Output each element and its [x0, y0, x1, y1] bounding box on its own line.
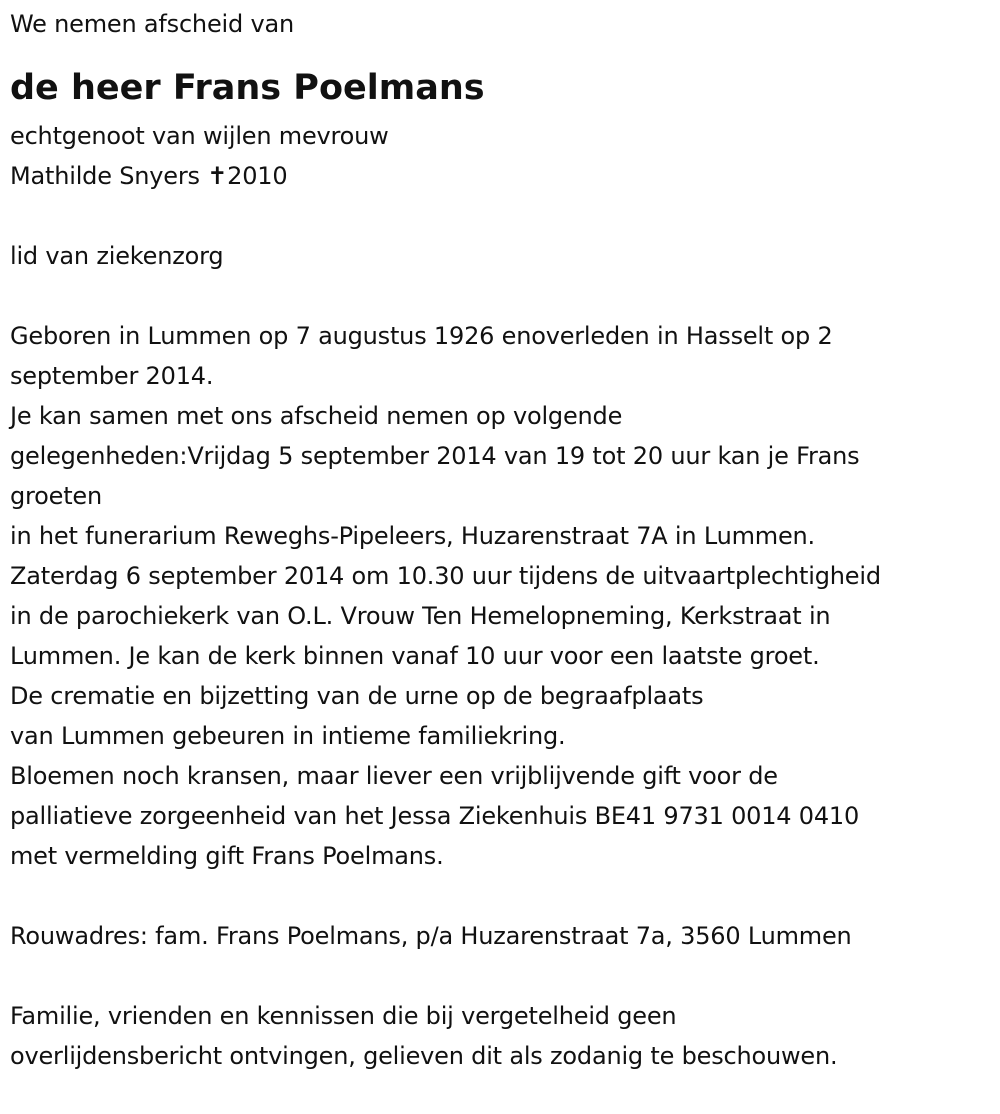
- deceased-name: de heer Frans Poelmans: [10, 68, 485, 108]
- body-line: september 2014.: [10, 362, 214, 390]
- closing-line-1: Familie, vrienden en kennissen die bij vergetelheid geen: [10, 1002, 677, 1030]
- body-line: Lummen. Je kan de kerk binnen vanaf 10 uur voor een laatste groet.: [10, 642, 820, 670]
- body-line: De crematie en bijzetting van de urne op de begraafplaats: [10, 682, 704, 710]
- spouse-line-2: Mathilde Snyers ✝2010: [10, 162, 288, 190]
- body-line: van Lummen gebeuren in intieme familiekring.: [10, 722, 566, 750]
- spacer: [10, 876, 1000, 916]
- spacer: [10, 196, 1000, 236]
- body-line: Je kan samen met ons afscheid nemen op volgende: [10, 402, 623, 430]
- body-line: palliatieve zorgeenheid van het Jessa Ziekenhuis BE41 9731 0014 0410: [10, 802, 860, 830]
- spacer: [10, 956, 1000, 996]
- spacer: [10, 276, 1000, 316]
- body-line: gelegenheden:Vrijdag 5 september 2014 van 19 tot 20 uur kan je Frans: [10, 442, 860, 470]
- intro-text: We nemen afscheid van: [10, 10, 294, 38]
- membership-text: lid van ziekenzorg: [10, 242, 224, 270]
- body-line: in het funerarium Reweghs-Pipeleers, Huzarenstraat 7A in Lummen.: [10, 522, 815, 550]
- body-line: Bloemen noch kransen, maar liever een vrijblijvende gift voor de: [10, 762, 778, 790]
- spouse-line-1: echtgenoot van wijlen mevrouw: [10, 122, 389, 150]
- body-paragraph: [10, 316, 1000, 876]
- body-line: Geboren in Lummen op 7 augustus 1926 enoverleden in Hasselt op 2: [10, 322, 833, 350]
- mourning-address: Rouwadres: fam. Frans Poelmans, p/a Huzarenstraat 7a, 3560 Lummen: [10, 922, 852, 950]
- closing-line-2: overlijdensbericht ontvingen, gelieven dit als zodanig te beschouwen.: [10, 1042, 838, 1070]
- body-line: met vermelding gift Frans Poelmans.: [10, 842, 444, 870]
- body-line: Zaterdag 6 september 2014 om 10.30 uur tijdens de uitvaartplechtigheid: [10, 562, 881, 590]
- death-notice: [0, 4, 1000, 1114]
- body-line: groeten: [10, 482, 103, 510]
- body-line: in de parochiekerk van O.L. Vrouw Ten Hemelopneming, Kerkstraat in: [10, 602, 831, 630]
